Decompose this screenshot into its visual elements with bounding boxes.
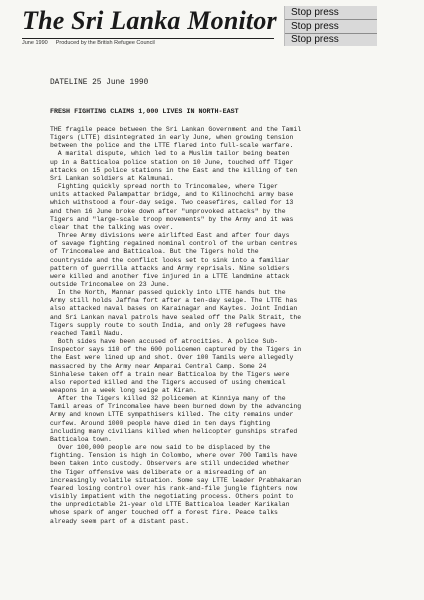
issue-date: June 1990 [22,40,48,46]
newsletter-title: The Sri Lanka Monitor [22,6,277,35]
stop-press-line: Stop press [291,21,339,32]
article-paragraph [50,338,390,395]
article-line: including many civilians killed when helicopter gunships strafed [50,427,298,435]
article-line: After the Tigers killed 32 policemen at Kinniya many of the [50,395,286,403]
stop-press-line: Stop press [291,7,339,18]
article-line: and then 16 June broke down after "unprovoked attacks" by the [50,207,286,215]
article-line: reached Tamil Nadu. [50,329,124,337]
article-line: were killed and another five injured in a LTTE landmine attack [50,272,290,280]
article-line: Army still holds Jaffna fort after a ten-day seige. The LTTE has [50,297,298,305]
article-line: also attacked naval bases on Karainagar and Kaytes. Joint Indian [50,305,298,313]
article-line: Tigers supply route to south India, and only 28 refugees have [50,321,286,329]
article-paragraph [50,444,390,526]
article-line: Batticaloa town. [50,435,112,443]
article-line: A marital dispute, which led to a Muslim tailor being beaten [50,150,290,158]
article-line: Tigers (LTTE) disintegrated in early June, when growing tension [50,134,294,142]
article-line: the Tiger offensive was deliberate or a misreading of an [50,468,267,476]
article-line: weapons in a week long seige at Kiran. [50,387,197,394]
article-line: the unpredictable 21-year old LTTE Batticaloa leader Karikalan [50,501,290,509]
article-line: the East were lined up and shot. Over 100 Tamils were allegedly [50,354,294,362]
producer-credit: Produced by the British Refugee Council [55,40,155,46]
article-paragraph [50,232,390,289]
article-line: Fighting quickly spread north to Trincomalee, where Tiger [50,183,278,191]
article-line: Army and known LTTE sympathisers killed. The city remains under [50,411,294,419]
article-line: and Sri Lankan naval patrols have sealed off the Palk Strait, the [50,313,302,321]
article-line: Over 100,000 people are now said to be displaced by the [50,444,271,452]
article-line: also reported killed and the Tigers accused of using chemical [50,378,286,386]
article-paragraph [50,289,390,338]
article-line: been taken into custody. Observers are still undecided whether [50,460,290,468]
article-line: units attacked Palampattar bridge, and to Kilinochchi army base [50,191,294,199]
article-paragraph [50,126,390,150]
article-line: clear that the talking was over. [50,223,174,231]
article-line: pattern of guerrilla attacks and Army reprisals. Nine soldiers [50,264,290,272]
article-line: massacred by the Army near Amparai Central Camp. Some 24 [50,362,267,370]
masthead [22,6,278,46]
article-headline: FRESH FIGHTING CLAIMS 1,000 LIVES IN NORTH-EAST [50,108,239,116]
stop-press-line: Stop press [291,34,339,45]
stop-press-box [284,6,377,46]
article-line: Both sides have been accused of atrocities. A police Sub- [50,338,278,346]
masthead-rule [22,38,274,39]
article-line: whose spark of anger touched off a forest fire. Peace talks [50,509,278,517]
article-line: countryside and the conflict looks set to sink into a familiar [50,256,290,264]
article-line: already seem part of a distant past. [50,517,190,525]
article-line: which withstood a four-day seige. Two ceasefires, called for 13 [50,199,294,207]
article-line: increasingly volatile situation. Some say LTTE leader Prabhakaran [50,476,302,484]
article-line: visibly impatient with the negotiating process. Others point to [50,493,294,501]
article-paragraph [50,150,390,183]
article-line: Sri Lankan soldiers at Kalmunai. [50,174,174,182]
article-line: curfew. Around 1000 people have died in ten days fighting [50,419,271,427]
article-line: of Trincomalee and Batticaloa. But the Tigers hold the [50,248,259,256]
article-line: feared losing control over his rank-and-file jungle fighters now [50,484,298,492]
article-line: Tamil areas of Trincomalee have been burned down by the advancing [50,403,302,411]
article-body [50,126,390,526]
dateline: DATELINE 25 June 1990 [50,79,149,87]
article-line: fighting. Tension is high in Colombo, where over 700 Tamils have [50,452,298,460]
article-line: of savage fighting regained nominal control of the urban centres [50,240,298,248]
article-paragraph [50,183,390,232]
article-line: outside Trincomalee on 23 June. [50,280,170,288]
article-line: In the North, Mannar passed quickly into LTTE hands but the [50,289,286,297]
article-line: Tigers and "large-scale troop movements" by the Army and it was [50,215,294,223]
article-line: between the police and the LTTE flared into full-scale warfare. [50,142,294,150]
article-line: Three Army divisions were airlifted East and after four days [50,232,290,240]
article-line: Sinhalese taken off a train near Batticaloa by the Tigers were [50,370,290,378]
article-line: attacks on 15 police stations in the East and the killing of ten [50,166,298,174]
article-line: THE fragile peace between the Sri Lankan Government and the Tamil [50,126,302,133]
article-line: Inspector says 110 of the 600 policemen captured by the Tigers in [50,346,302,354]
masthead-subline [22,40,274,47]
article-paragraph [50,395,390,444]
article-line: up in a Batticaloa police station on 10 June, touched off Tiger [50,158,294,166]
